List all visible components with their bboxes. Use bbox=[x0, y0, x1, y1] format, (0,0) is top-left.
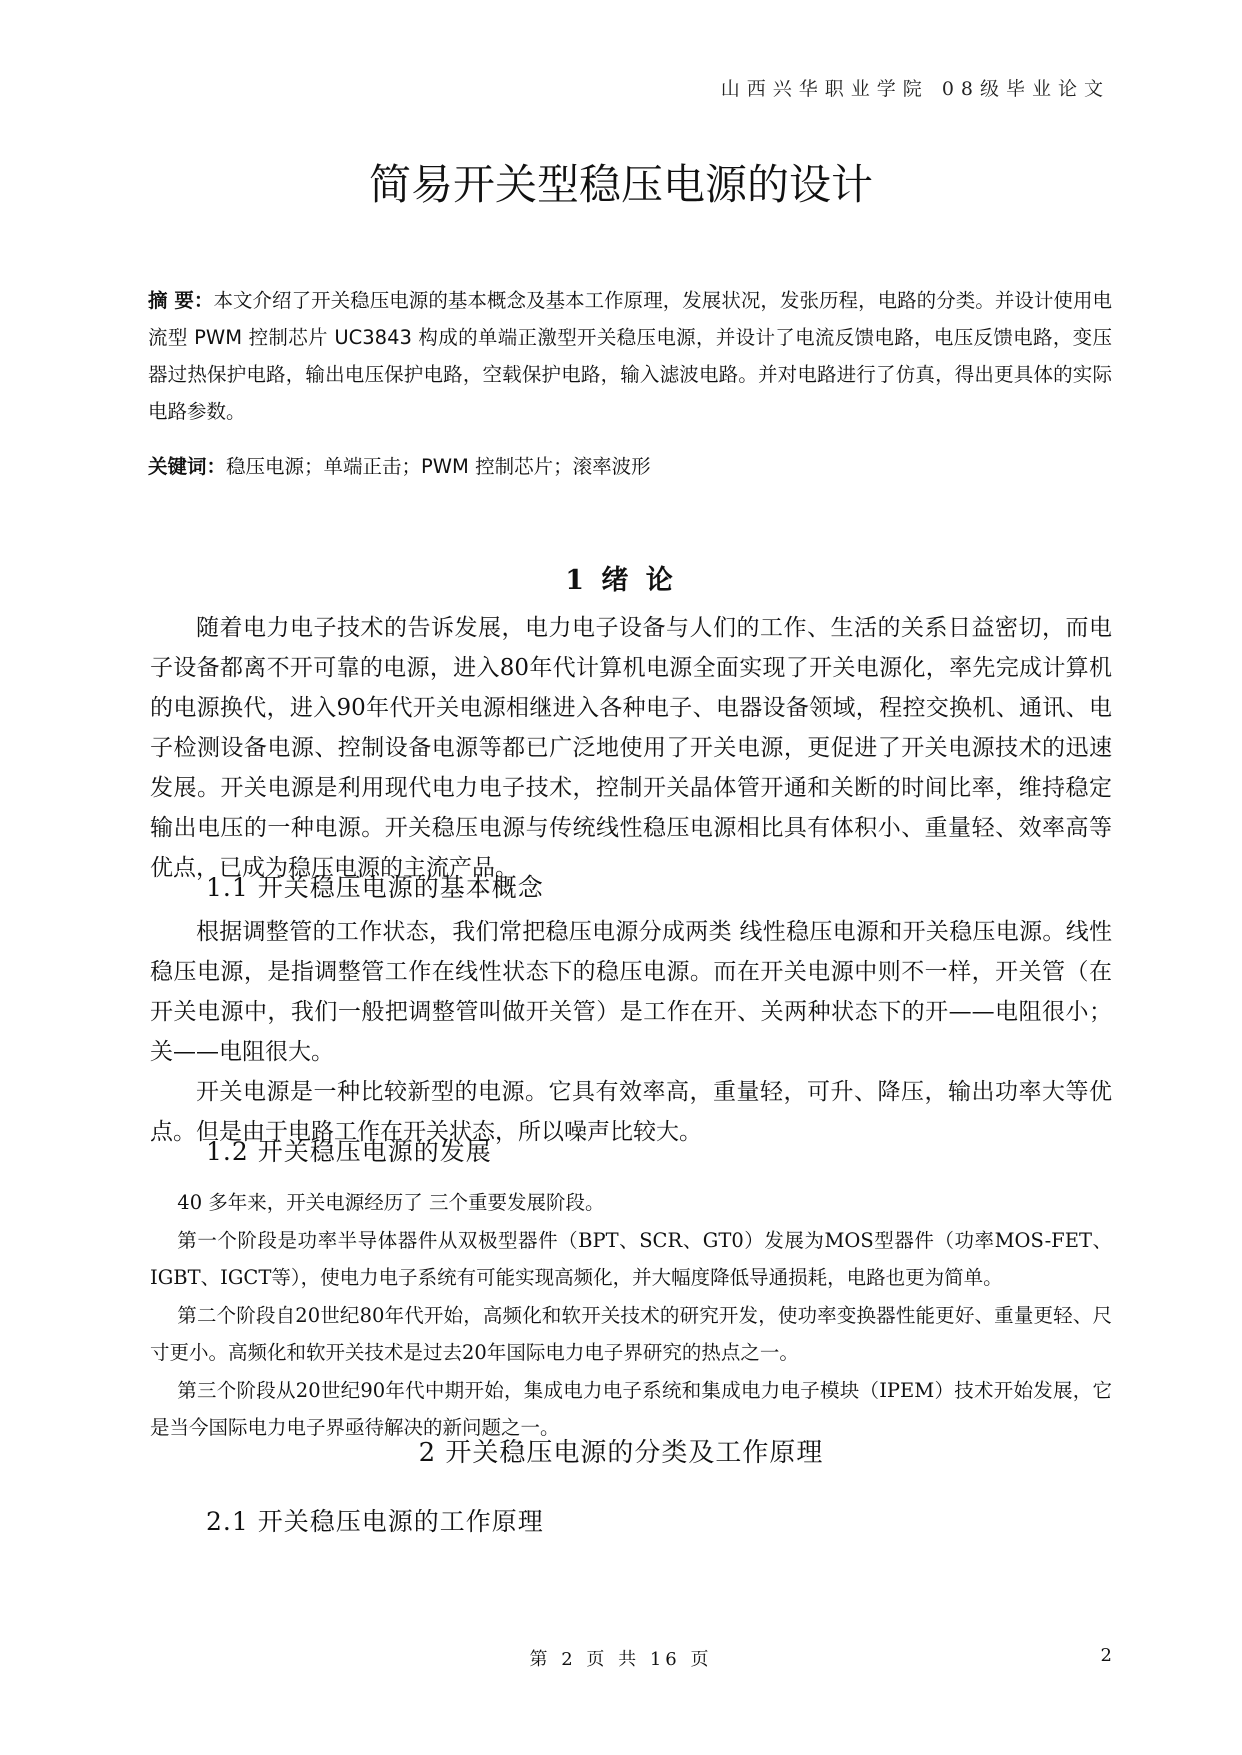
keywords bbox=[148, 448, 1112, 485]
section-1-1-paragraph-2: 开关电源是一种比较新型的电源。它具有效率高，重量轻，可升、降压，输出功率大等优点。但是由于电路工作在开关状态，所以噪声比较大。 bbox=[150, 1079, 1112, 1145]
page-number: 2 bbox=[1100, 1645, 1112, 1666]
section-1-paragraph: 随着电力电子技术的告诉发展，电力电子设备与人们的工作、生活的关系日益密切，而电子设备都离不开可靠的电源，进入80年代计算机电源全面实现了开关电源化，率先完成计算机的电源换代，进入90年代开关电源相继进入各种电子、电器设备领域，程控交换机、通讯、电子检测设备电源、控制设备电源等都已广泛地使用了开关电源，更促进了开关电源技术的迅速发展。开关电源是利用现代电力电子技术，控制开关晶体管开通和关断的时间比率，维持稳定输出电压的一种电源。开关稳压电源与传统线性稳压电源相比具有体积小、重量轻、效率高等优点，已成为稳压电源的主流产品。 bbox=[150, 615, 1112, 881]
section-1-2-paragraph-1: 40 多年来，开关电源经历了 三个重要发展阶段。 bbox=[177, 1191, 605, 1214]
section-2-1-heading: 2.1 开关稳压电源的工作原理 bbox=[206, 1507, 544, 1536]
section-1-1-paragraph-1: 根据调整管的工作状态，我们常把稳压电源分成两类 线性稳压电源和开关稳压电源。线性稳压电源，是指调整管工作在线性状态下的稳压电源。而在开关电源中则不一样，开关管（在开关电源中，我们一般把调整管叫做开关管）是工作在开、关两种状态下的开——电阻很小；关——电阻很大。 bbox=[150, 919, 1112, 1065]
section-1-1-body bbox=[150, 912, 1112, 1152]
section-1-heading: 1 绪 论 bbox=[565, 565, 677, 596]
abstract-label: 摘 要： bbox=[148, 289, 214, 312]
running-header: 山西兴华职业学院 08级毕业论文 bbox=[720, 78, 1110, 100]
page-footer: 第 2 页 共 16 页 bbox=[529, 1649, 713, 1670]
keywords-text: 稳压电源；单端正击；PWM 控制芯片；滚率波形 bbox=[226, 455, 651, 478]
section-1-2-body bbox=[150, 1184, 1112, 1447]
section-1-body bbox=[150, 608, 1112, 888]
section-2-heading: 2 开关稳压电源的分类及工作原理 bbox=[418, 1438, 824, 1468]
section-1-2-heading: 1.2 开关稳压电源的发展 bbox=[206, 1137, 492, 1166]
abstract-text: 本文介绍了开关稳压电源的基本概念及基本工作原理，发展状况，发张历程，电路的分类。并设计使用电流型 PWM 控制芯片 UC3843 构成的单端正激型开关稳压电源，并设计了电流反馈电路，电压反馈电路，变压器过热保护电路，输出电压保护电路，空载保护电路，输入滤波电路。并对电路进行了仿真，得出更具体的实际电路参数。 bbox=[148, 289, 1112, 423]
paper-title: 简易开关型稳压电源的设计 bbox=[368, 160, 873, 209]
abstract bbox=[148, 282, 1112, 430]
section-1-1-heading: 1.1 开关稳压电源的基本概念 bbox=[206, 873, 544, 902]
section-1-2-paragraph-4: 第三个阶段从20世纪90年代中期开始，集成电力电子系统和集成电力电子模块（IPEM）技术开始发展，它是当今国际电力电子界亟待解决的新问题之一。 bbox=[150, 1378, 1112, 1439]
section-1-2-paragraph-2: 第一个阶段是功率半导体器件从双极型器件（BPT、SCR、GT0）发展为MOS型器件（功率MOS-FET、IGBT、IGCT等），使电力电子系统有可能实现高频化，并大幅度降低导通损耗，电路也更为简单。 bbox=[150, 1228, 1112, 1289]
section-1-2-paragraph-3: 第二个阶段自20世纪80年代开始，高频化和软开关技术的研究开发，使功率变换器性能更好、重量更轻、尺寸更小。高频化和软开关技术是过去20年国际电力电子界研究的热点之一。 bbox=[150, 1303, 1112, 1364]
keywords-label: 关键词： bbox=[148, 455, 227, 478]
